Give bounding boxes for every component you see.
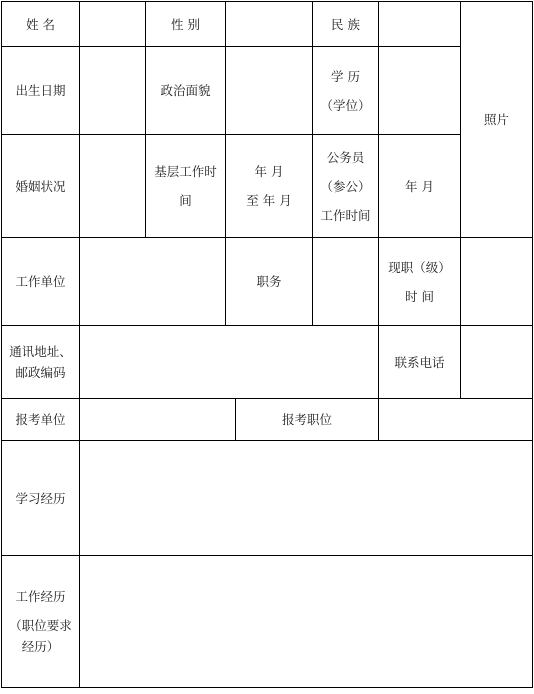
- ethnicity-label: 民 族: [313, 2, 379, 47]
- name-label: 姓 名: [2, 2, 80, 47]
- apply-unit-label: 报考单位: [2, 399, 80, 441]
- apply-position-field[interactable]: [379, 399, 533, 441]
- marital-status-label: 婚姻状况: [2, 135, 80, 238]
- photo-box[interactable]: 照片: [461, 2, 533, 238]
- address-label: 通讯地址、 邮政编码: [2, 326, 80, 399]
- political-status-label: 政治面貌: [146, 47, 226, 135]
- work-history-field[interactable]: [80, 556, 533, 688]
- grassroots-work-label: 基层工作时 间: [146, 135, 226, 238]
- grassroots-period-field[interactable]: 年 月 至 年 月: [226, 135, 313, 238]
- work-unit-label: 工作单位: [2, 238, 80, 326]
- gender-field[interactable]: [226, 2, 313, 47]
- apply-unit-field[interactable]: [80, 399, 236, 441]
- study-history-label: 学习经历: [2, 441, 80, 556]
- duty-field[interactable]: [313, 238, 379, 326]
- birth-date-field[interactable]: [80, 47, 146, 135]
- political-status-field[interactable]: [226, 47, 313, 135]
- duty-label: 职务: [226, 238, 313, 326]
- work-unit-field[interactable]: [80, 238, 226, 326]
- current-rank-field[interactable]: [461, 238, 533, 326]
- birth-date-label: 出生日期: [2, 47, 80, 135]
- marital-status-field[interactable]: [80, 135, 146, 238]
- apply-position-label: 报考职位: [236, 399, 379, 441]
- address-field[interactable]: [80, 326, 379, 399]
- education-label: 学 历 （学位）: [313, 47, 379, 135]
- current-rank-label: 现职（级） 时 间: [379, 238, 461, 326]
- education-field[interactable]: [379, 47, 461, 135]
- phone-field[interactable]: [461, 326, 533, 399]
- gender-label: 性 别: [146, 2, 226, 47]
- phone-label: 联系电话: [379, 326, 461, 399]
- registration-form-table: [1, 1, 533, 688]
- study-history-field[interactable]: [80, 441, 533, 556]
- name-field[interactable]: [80, 2, 146, 47]
- civil-servant-date-field[interactable]: 年 月: [379, 135, 461, 238]
- work-history-label: 工作经历 （职位要求 经历）: [2, 556, 80, 688]
- civil-servant-label: 公务员 （参公） 工作时间: [313, 135, 379, 238]
- ethnicity-field[interactable]: [379, 2, 461, 47]
